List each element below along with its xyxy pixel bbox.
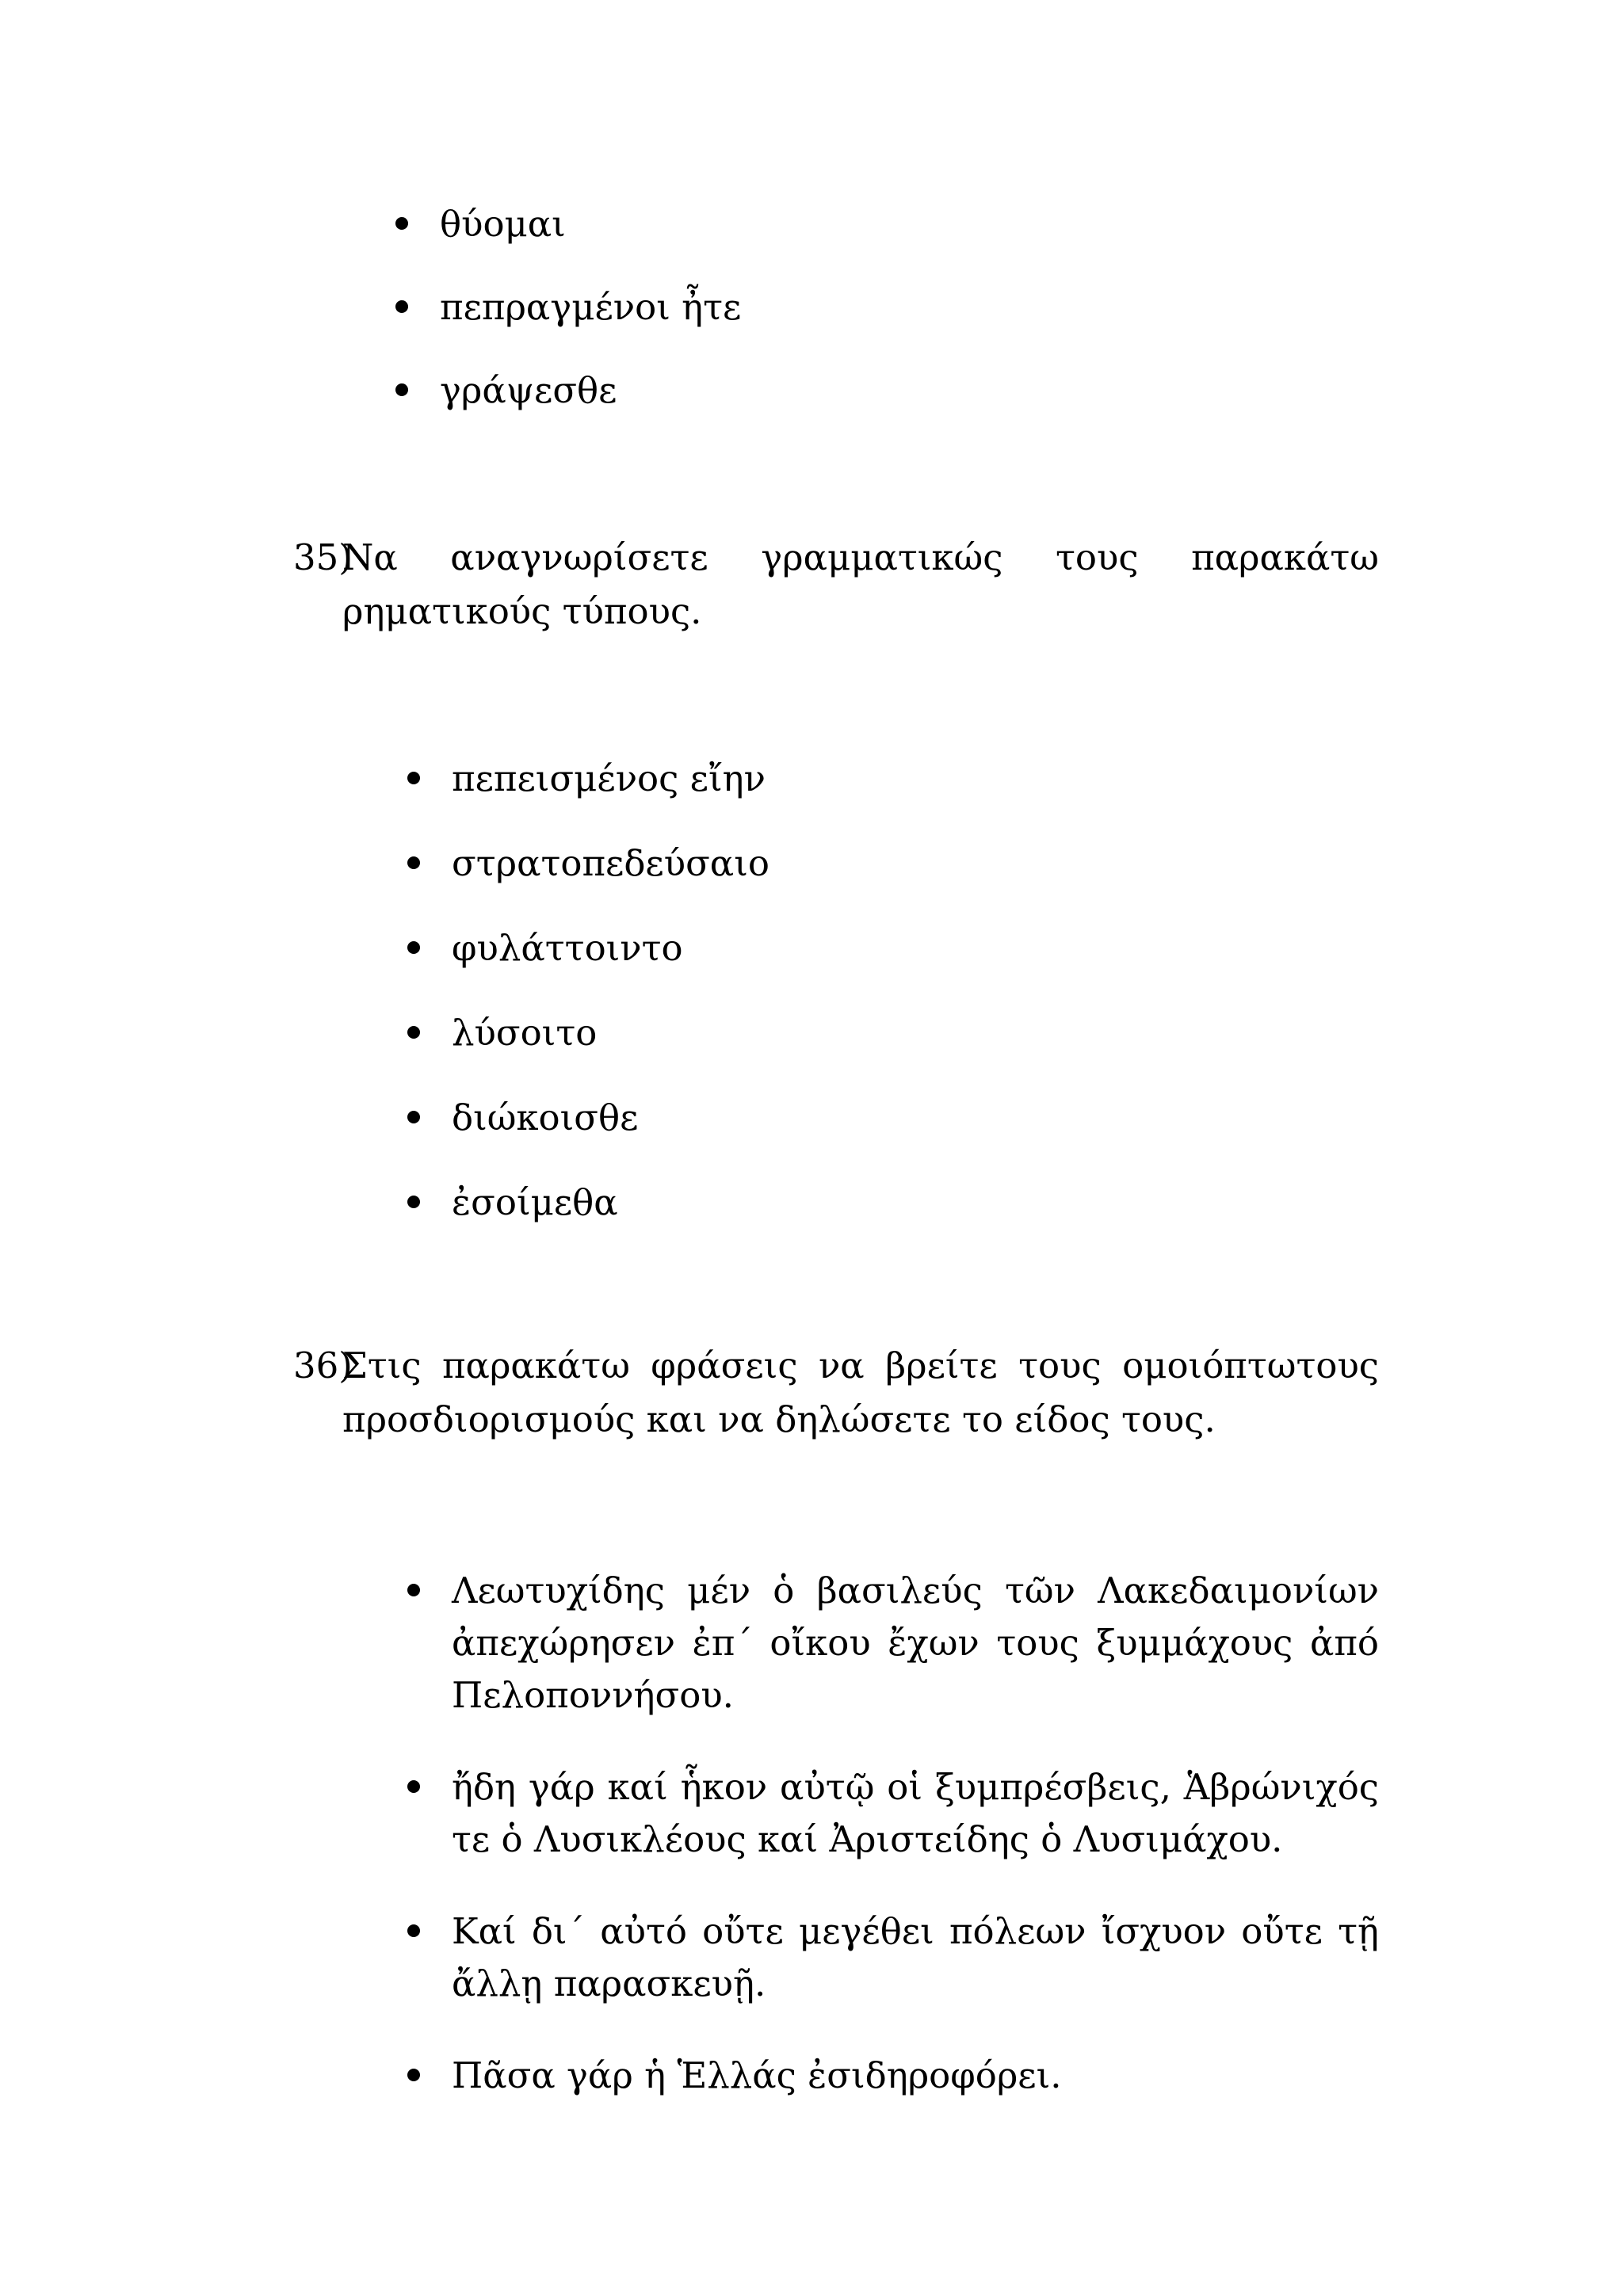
bullet-icon bbox=[407, 1196, 420, 1208]
list-item-text: θύομαι bbox=[440, 203, 566, 245]
list-item-text: ἤδη γάρ καί ἧκον αὐτῷ οἱ ξυμπρέσβεις, Ἁβρώνιχός τε ὁ Λυσικλέους καί Ἀριστείδης ὁ Λυσιμάχου. bbox=[452, 1766, 1379, 1860]
list-item bbox=[452, 1007, 1403, 1059]
list-item-text: πεπεισμένος εἴην bbox=[452, 757, 766, 799]
list-item bbox=[452, 2050, 1379, 2102]
question-number: 36) bbox=[293, 1344, 353, 1386]
bullet-icon bbox=[407, 1780, 420, 1793]
list-item-text: γράψεσθε bbox=[440, 369, 617, 411]
question-text: Να αναγνωρίσετε γραμματικώς τους παρακάτω ρηματικούς τύπους. bbox=[342, 536, 1379, 632]
bullet-icon bbox=[407, 1111, 420, 1123]
list-item bbox=[452, 753, 1403, 805]
list-item bbox=[452, 1905, 1379, 2010]
bullet-icon bbox=[407, 941, 420, 954]
list-item bbox=[440, 364, 1391, 417]
list-item bbox=[440, 281, 1391, 334]
list-item bbox=[452, 1092, 1403, 1144]
list-item bbox=[452, 837, 1403, 890]
list-item bbox=[452, 1761, 1379, 1866]
list-item bbox=[452, 1177, 1403, 1229]
question-text: Στις παρακάτω φράσεις να βρείτε τους ομοιόπτωτους προσδιορισμούς και να δηλώσετε το είδος τους. bbox=[342, 1344, 1379, 1440]
bullet-icon bbox=[407, 1026, 420, 1039]
list-item-text: φυλάττοιντο bbox=[452, 927, 683, 969]
bullet-icon bbox=[407, 856, 420, 869]
list-item-text: Πᾶσα γάρ ἡ Ἑλλάς ἐσιδηροφόρει. bbox=[452, 2054, 1062, 2096]
question-35 bbox=[293, 531, 1379, 639]
list-item-text: διώκοισθε bbox=[452, 1097, 639, 1138]
verb-list-top bbox=[440, 198, 1391, 448]
question-36 bbox=[293, 1339, 1379, 1447]
bullet-icon bbox=[407, 1584, 420, 1596]
bullet-icon bbox=[407, 1924, 420, 1937]
verb-list-35 bbox=[452, 753, 1403, 1261]
question-number: 35) bbox=[293, 536, 353, 578]
list-item bbox=[452, 1565, 1379, 1722]
bullet-icon bbox=[407, 2069, 420, 2081]
list-item-text: Λεωτυχίδης μέν ὁ βασιλεύς τῶν Λακεδαιμονίων ἀπεχώρησεν ἐπ΄ οἴκου ἔχων τους ξυμμάχους ἀπό Πελοποννήσου. bbox=[452, 1569, 1379, 1716]
list-item bbox=[440, 198, 1391, 250]
bullet-icon bbox=[395, 217, 408, 230]
list-item-text: λύσοιτο bbox=[452, 1012, 598, 1054]
bullet-icon bbox=[395, 300, 408, 313]
list-item bbox=[452, 922, 1403, 974]
phrase-list-36 bbox=[452, 1565, 1379, 2142]
bullet-icon bbox=[407, 772, 420, 784]
list-item-text: ἐσοίμεθα bbox=[452, 1181, 618, 1223]
bullet-icon bbox=[395, 383, 408, 396]
list-item-text: Καί δι΄ αὐτό οὔτε μεγέθει πόλεων ἴσχυον οὔτε τῇ ἄλλῃ παρασκευῇ. bbox=[452, 1910, 1379, 2004]
list-item-text: στρατοπεδεύσαιο bbox=[452, 842, 769, 884]
list-item-text: πεπραγμένοι ἦτε bbox=[440, 286, 742, 328]
